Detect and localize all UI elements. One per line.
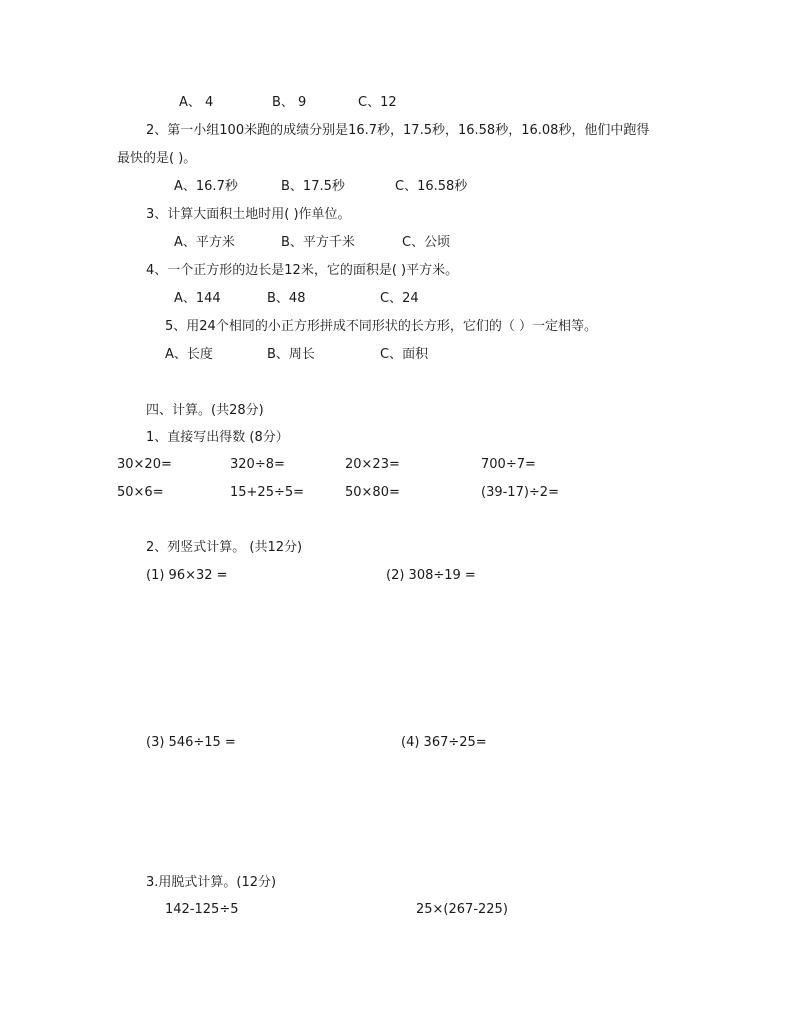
q5-option-a: A、长度 <box>165 347 213 362</box>
q3-text: 3、计算大面积土地时用( )作单位。 <box>146 207 351 222</box>
q5-option-c: C、面积 <box>380 347 429 362</box>
step-calc-1: 142-125÷5 <box>165 902 239 917</box>
q1-option-b: B、 9 <box>272 95 307 110</box>
vertical-calc-4: (4) 367÷25= <box>401 735 487 750</box>
section-title: 四、计算。(共28分) <box>146 403 264 418</box>
q3-option-a: A、平方米 <box>174 235 235 250</box>
part2-title: 2、列竖式计算。 (共12分) <box>146 540 303 555</box>
q3-option-c: C、公顷 <box>402 235 451 250</box>
oral-calc-2: 320÷8= <box>230 457 285 472</box>
oral-calc-8: (39-17)÷2= <box>481 485 559 500</box>
vertical-calc-3: (3) 546÷15 = <box>146 735 236 750</box>
oral-calc-3: 20×23= <box>345 457 400 472</box>
oral-calc-6: 15+25÷5= <box>230 485 305 500</box>
q3-option-b: B、平方千米 <box>281 235 355 250</box>
q5-text: 5、用24个相同的小正方形拼成不同形状的长方形，它们的（ ）一定相等。 <box>165 319 597 334</box>
q4-option-c: C、24 <box>380 291 419 306</box>
oral-calc-1: 30×20= <box>117 457 172 472</box>
q4-option-b: B、48 <box>267 291 306 306</box>
part3-title: 3.用脱式计算。(12分) <box>146 875 277 890</box>
q4-option-a: A、144 <box>174 291 221 306</box>
q2-option-b: B、17.5秒 <box>281 179 345 194</box>
q2-option-c: C、16.58秒 <box>395 179 468 194</box>
oral-calc-4: 700÷7= <box>481 457 536 472</box>
q5-option-b: B、周长 <box>267 347 315 362</box>
oral-calc-7: 50×80= <box>345 485 400 500</box>
oral-calc-5: 50×6= <box>117 485 164 500</box>
vertical-calc-2: (2) 308÷19 = <box>386 568 476 583</box>
step-calc-2: 25×(267-225) <box>416 902 508 917</box>
part1-title: 1、直接写出得数 (8分） <box>146 430 289 445</box>
q1-option-c: C、12 <box>358 95 397 110</box>
q1-option-a: A、 4 <box>179 95 214 110</box>
q2-text-line1: 2、第一小组100米跑的成绩分别是16.7秒，17.5秒，16.58秒，16.08秒，他们中跑得 <box>146 123 650 138</box>
q4-text: 4、一个正方形的边长是12米，它的面积是( )平方米。 <box>146 263 459 278</box>
q2-option-a: A、16.7秒 <box>174 179 238 194</box>
vertical-calc-1: (1) 96×32 = <box>146 568 228 583</box>
q2-text-line2: 最快的是( )。 <box>117 151 197 166</box>
